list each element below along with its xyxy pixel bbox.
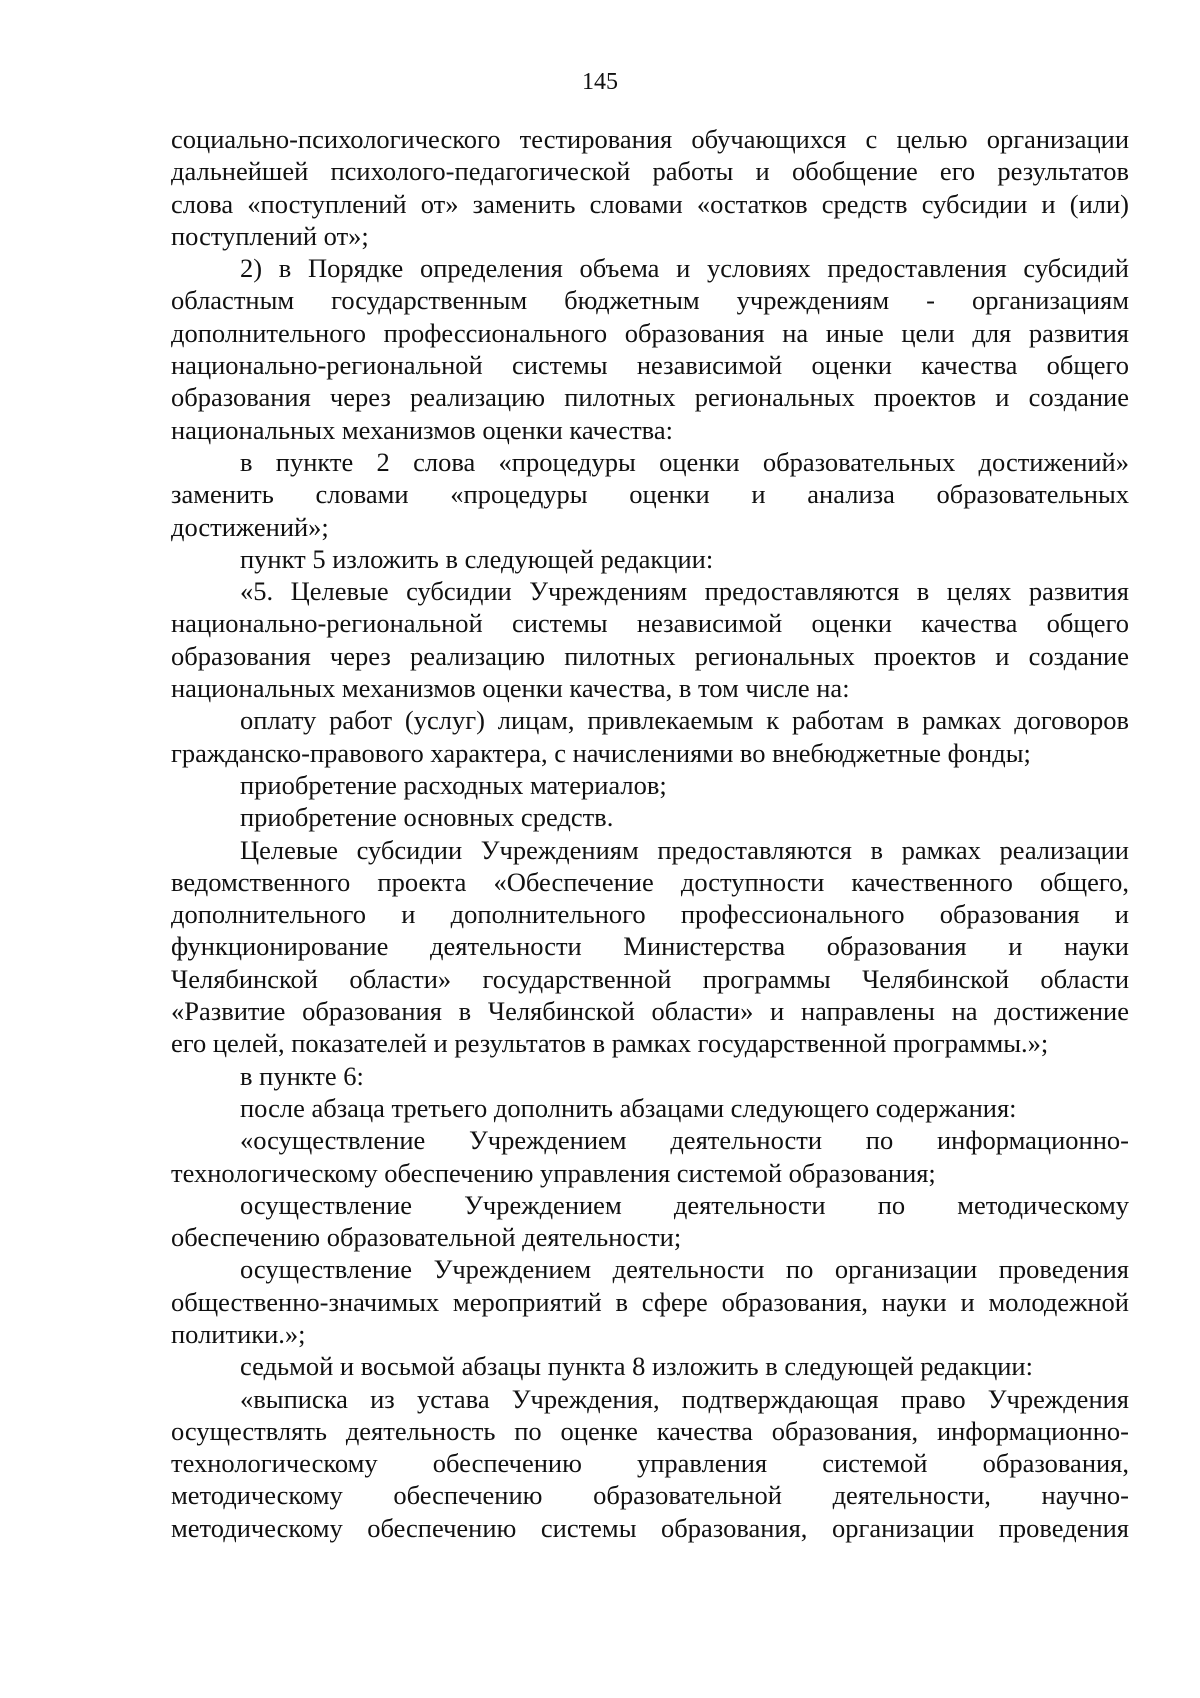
text-line: пункт 5 изложить в следующей редакции: bbox=[240, 543, 714, 574]
text-line: 2) в Порядке определения объема и условиях предоставления субсидий bbox=[240, 253, 1129, 284]
text-line: дополнительного профессионального образования на иные цели для развития bbox=[171, 317, 1129, 348]
text-line: «5. Целевые субсидии Учреждениям предоставляются в целях развития bbox=[240, 576, 1129, 607]
page-number: 145 bbox=[582, 69, 618, 95]
text-line: политики.»; bbox=[171, 1318, 306, 1349]
text-line: приобретение основных средств. bbox=[240, 802, 614, 833]
text-line: национально-региональной системы независимой оценки качества общего bbox=[171, 350, 1129, 381]
text-line: функционирование деятельности Министерства образования и науки bbox=[171, 931, 1129, 962]
text-line: обеспечению образовательной деятельности; bbox=[171, 1222, 682, 1253]
text-line: его целей, показателей и результатов в рамках государственной программы.»; bbox=[171, 1028, 1049, 1059]
text-line: образования через реализацию пилотных региональных проектов и создание bbox=[171, 382, 1129, 413]
text-line: поступлений от»; bbox=[171, 220, 369, 251]
text-line: технологическому обеспечению управления системой образования, bbox=[171, 1448, 1129, 1479]
text-line: оплату работ (услуг) лицам, привлекаемым к работам в рамках договоров bbox=[240, 705, 1129, 736]
text-line: технологическому обеспечению управления системой образования; bbox=[171, 1157, 936, 1188]
text-line: приобретение расходных материалов; bbox=[240, 769, 667, 800]
text-line: «выписка из устава Учреждения, подтверждающая право Учреждения bbox=[240, 1383, 1129, 1414]
text-line: Челябинской области» государственной программы Челябинской области bbox=[171, 963, 1129, 994]
text-line: ведомственного проекта «Обеспечение доступности качественного общего, bbox=[171, 866, 1129, 897]
text-line: гражданско-правового характера, с начислениями во внебюджетные фонды; bbox=[171, 737, 1031, 768]
text-line: в пункте 6: bbox=[240, 1060, 364, 1091]
text-line: дальнейшей психолого-педагогической работы и обобщение его результатов bbox=[171, 156, 1129, 187]
text-line: седьмой и восьмой абзацы пункта 8 изложить в следующей редакции: bbox=[240, 1351, 1033, 1382]
text-line: заменить словами «процедуры оценки и анализа образовательных bbox=[171, 479, 1129, 510]
text-line: областным государственным бюджетным учреждениям - организациям bbox=[171, 285, 1129, 316]
text-line: осуществление Учреждением деятельности по методическому bbox=[240, 1189, 1129, 1220]
document-body bbox=[171, 123, 1129, 1544]
text-line: дополнительного и дополнительного профессионального образования и bbox=[171, 899, 1129, 930]
text-line: национально-региональной системы независимой оценки качества общего bbox=[171, 608, 1129, 639]
text-line: методическому обеспечению образовательной деятельности, научно- bbox=[171, 1480, 1129, 1511]
text-line: в пункте 2 слова «процедуры оценки образовательных достижений» bbox=[240, 446, 1129, 477]
text-line: после абзаца третьего дополнить абзацами следующего содержания: bbox=[240, 1092, 1017, 1123]
text-line: «осуществление Учреждением деятельности по информационно- bbox=[240, 1125, 1129, 1156]
text-line: методическому обеспечению системы образования, организации проведения bbox=[171, 1512, 1129, 1543]
text-line: «Развитие образования в Челябинской области» и направлены на достижение bbox=[171, 996, 1129, 1027]
text-line: национальных механизмов оценки качества: bbox=[171, 414, 673, 445]
text-line: достижений»; bbox=[171, 511, 329, 542]
text-line: социально-психологического тестирования обучающихся с целью организации bbox=[171, 124, 1129, 154]
text-line: общественно-значимых мероприятий в сфере образования, науки и молодежной bbox=[171, 1286, 1129, 1317]
text-line: осуществление Учреждением деятельности по организации проведения bbox=[240, 1254, 1129, 1285]
text-line: национальных механизмов оценки качества, в том числе на: bbox=[171, 673, 850, 704]
text-line: образования через реализацию пилотных региональных проектов и создание bbox=[171, 640, 1129, 671]
text-line: слова «поступлений от» заменить словами «остатков средств субсидии и (или) bbox=[171, 188, 1129, 219]
text-line: Целевые субсидии Учреждениям предоставляются в рамках реализации bbox=[240, 834, 1129, 865]
text-line: осуществлять деятельность по оценке качества образования, информационно- bbox=[171, 1415, 1129, 1446]
